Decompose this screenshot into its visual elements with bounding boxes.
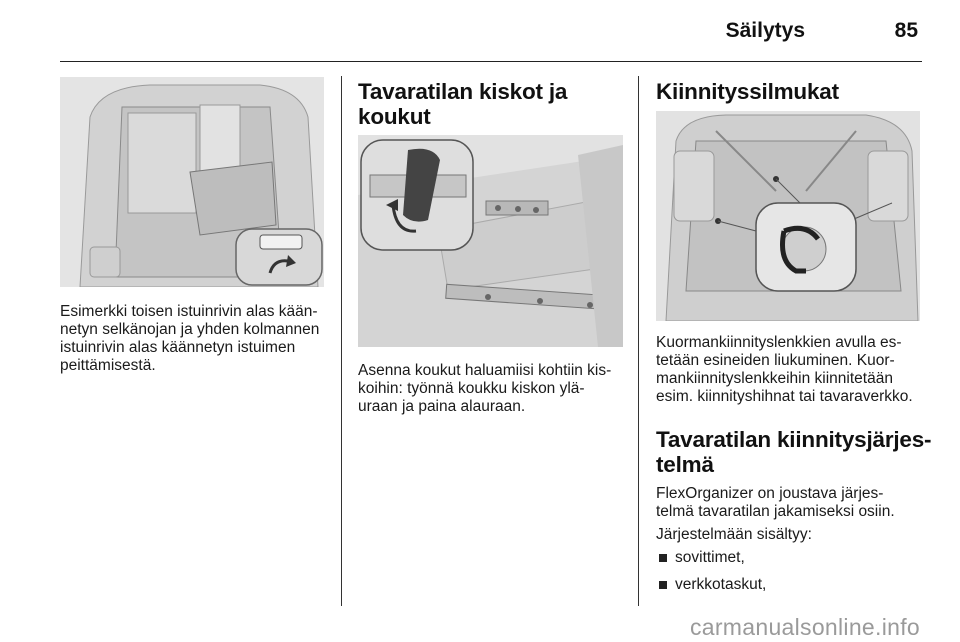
body-line: uraan ja paina alauraan. — [358, 398, 526, 415]
caption-line: istuinrivin alas käännetyn istuimen — [60, 339, 296, 356]
heading-line: Tavaratilan kiinnitysjärjes- — [656, 427, 932, 452]
footer-watermark: carmanualsonline.info — [689, 614, 920, 640]
body-text-lashing-eyes — [656, 334, 936, 406]
body-line: Asenna koukut haluamiisi kohtiin kis- — [358, 362, 612, 379]
page-number: 85 — [894, 19, 918, 42]
caption-line: peittämisestä. — [60, 357, 156, 374]
heading-line: telmä — [656, 452, 714, 477]
page-header-title: Säilytys — [725, 19, 805, 42]
body-line: FlexOrganizer on joustava järjes- — [656, 485, 884, 502]
bullet-list-components — [656, 549, 936, 603]
body-line: koihin: työnnä koukku kiskon ylä- — [358, 380, 585, 397]
bullet-square-icon — [659, 554, 667, 562]
section-heading-flexorganizer — [656, 427, 946, 477]
header-rule — [60, 61, 922, 62]
figure-lashing-eyes — [656, 111, 920, 321]
body-line: esim. kiinnityshihnat tai tavaraverkko. — [656, 388, 913, 405]
body-line: tetään esineiden liukuminen. Kuor- — [656, 352, 895, 369]
column-divider-right — [638, 76, 639, 606]
section-heading-lashing-eyes: Kiinnityssilmukat — [656, 79, 839, 104]
body-line: mankiinnityslenkkeihin kiinnitetään — [656, 370, 893, 387]
caption-line: netyn selkänojan ja yhden kolmannen — [60, 321, 320, 338]
body-text-system-includes: Järjestelmään sisältyy: — [656, 526, 812, 543]
body-text-rails-hooks — [358, 362, 633, 416]
column-divider-left — [341, 76, 342, 606]
section-heading-rails-hooks — [358, 79, 628, 129]
list-item — [656, 549, 936, 567]
figure-trunk-seats — [60, 77, 324, 287]
figure-caption-col1 — [60, 303, 335, 375]
body-line: Kuormankiinnityslenkkien avulla es- — [656, 334, 902, 351]
list-item-text: verkkotaskut, — [675, 576, 767, 593]
figure-rails-hooks — [358, 135, 623, 347]
body-line: telmä tavaratilan jakamiseksi osiin. — [656, 503, 895, 520]
body-text-flexorganizer — [656, 485, 936, 521]
list-item-text: sovittimet, — [675, 549, 745, 566]
heading-line: Tavaratilan kiskot ja — [358, 79, 568, 104]
heading-line: koukut — [358, 104, 431, 129]
caption-line: Esimerkki toisen istuinrivin alas kään- — [60, 303, 318, 320]
list-item — [656, 576, 936, 594]
bullet-square-icon — [659, 581, 667, 589]
